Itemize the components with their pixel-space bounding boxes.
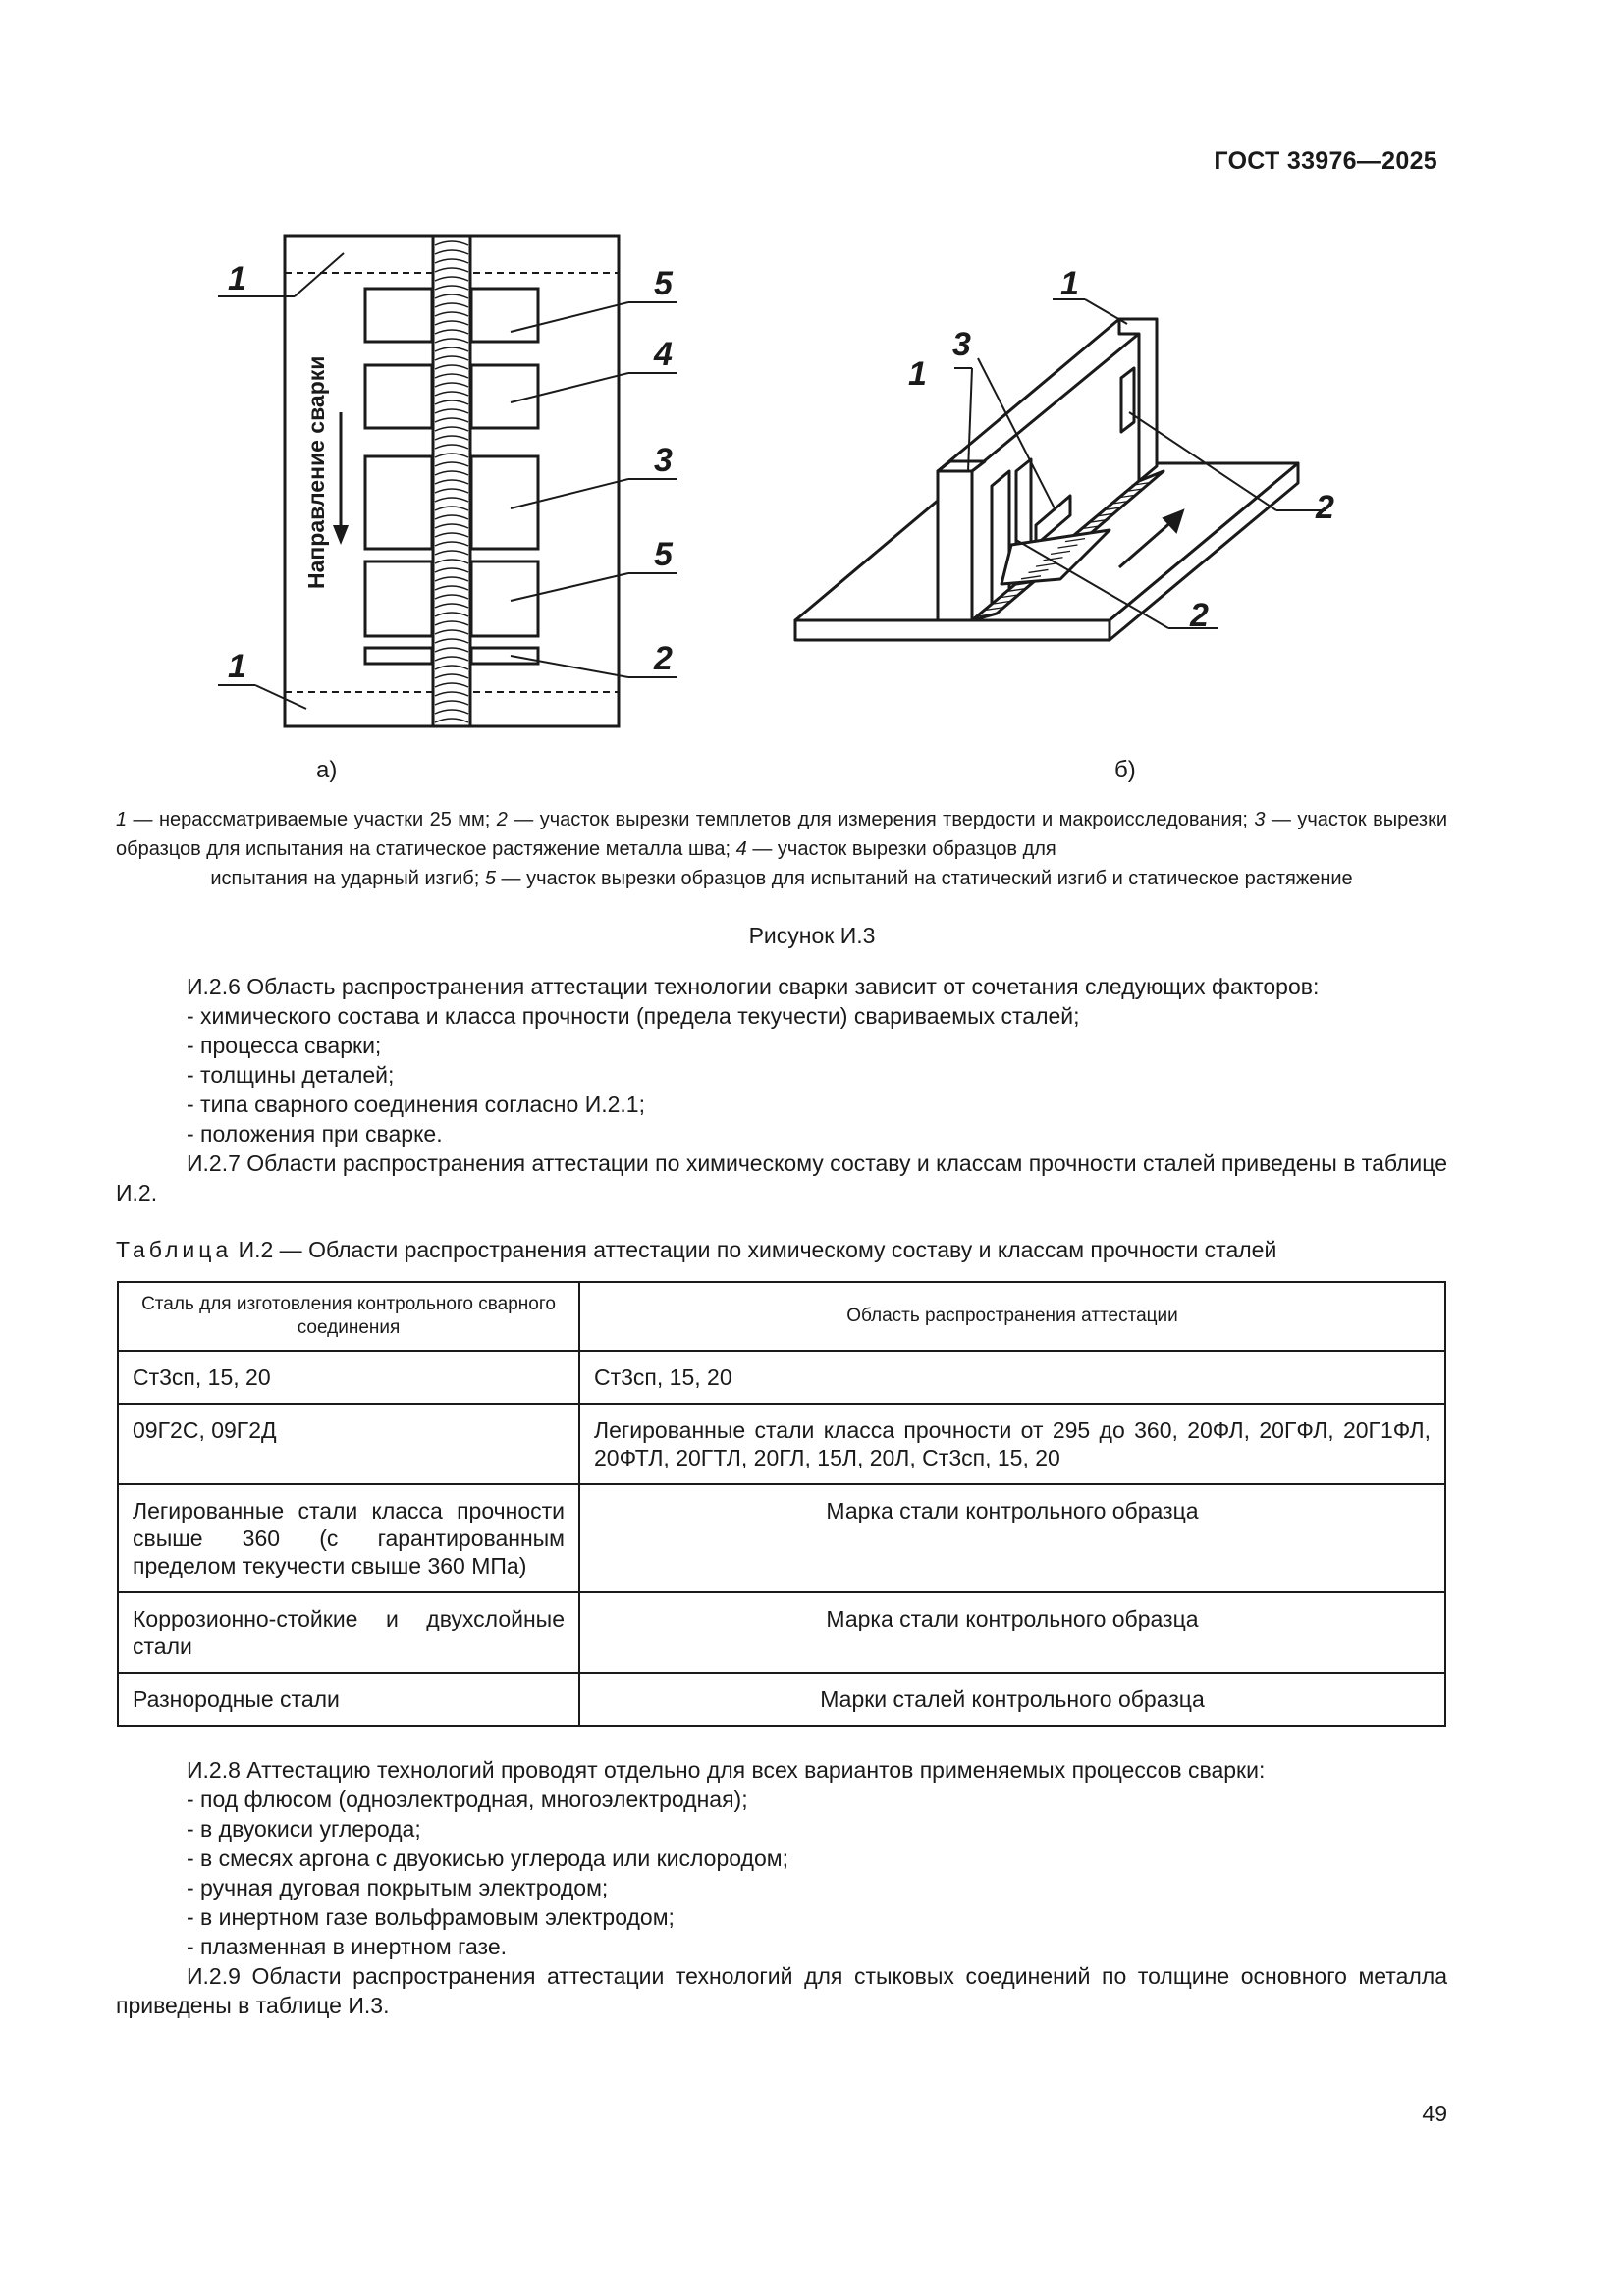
base-plate-front: [795, 620, 1110, 640]
callout-a-4: 4: [654, 336, 673, 373]
specimen-zone-4-left: [365, 365, 432, 428]
specimen-zone-4-right: [471, 365, 538, 428]
list-item: - толщины деталей;: [187, 1062, 395, 1088]
sublabel-a: а): [316, 757, 338, 783]
table-row: [118, 1484, 1445, 1592]
callout-b-2-right: 2: [1316, 489, 1334, 526]
callout-a-1-top: 1: [228, 260, 246, 297]
table-title: Таблица И.2 — Области распространения аттестации по химическому составу и классам прочности сталей: [116, 1237, 1277, 1262]
paragraph-i26: [116, 972, 1447, 1207]
table-cell: Ст3сп, 15, 20: [579, 1351, 1445, 1404]
callout-a-1-bottom: 1: [228, 648, 246, 685]
specimen-zone-5b-right: [471, 561, 538, 636]
list-item: - химического состава и класса прочности (предела текучести) свариваемых сталей;: [187, 1003, 1080, 1029]
list-item: - процесса сварки;: [187, 1033, 382, 1058]
document-code: ГОСТ 33976—2025: [1214, 147, 1437, 175]
callout-a-5-top: 5: [654, 265, 673, 302]
table-header-cell: Сталь для изготовления контрольного сварного соединения: [118, 1282, 579, 1351]
table-cell: Марки сталей контрольного образца: [579, 1673, 1445, 1726]
specimen-zone-3-right: [471, 456, 538, 549]
table-header-row: [118, 1282, 1445, 1351]
paragraph-i28: [116, 1755, 1447, 2020]
figure-legend: 1 — нерассматриваемые участки 25 мм; 2 — участок вырезки темплетов для измерения твердости и макроисследования; 3 — участок вырезки образцов для испытания на статическое растяжение металла шва; 4 — участок вырезки образцов для испытания на ударный изгиб; 5 — участок вырезки образцов для испытаний на статический изгиб и статическое растяжение: [116, 809, 1447, 889]
table-row: [118, 1351, 1445, 1404]
table-cell: 09Г2С, 09Г2Д: [118, 1404, 579, 1484]
list-item: - в инертном газе вольфрамовым электродом;: [187, 1904, 675, 1930]
paragraph-i26-intro: И.2.6 Область распространения аттестации технологии сварки зависит от сочетания следующих факторов:: [187, 974, 1320, 999]
list-item: - ручная дуговая покрытым электродом;: [187, 1875, 609, 1900]
table-cell: Легированные стали класса прочности от 295 до 360, 20ФЛ, 20ГФЛ, 20Г1ФЛ, 20ФТЛ, 20ГТЛ, 20ГЛ, 15Л, 20Л, Ст3сп, 15, 20: [579, 1404, 1445, 1484]
callout-b-2-bottom: 2: [1190, 597, 1209, 634]
figure-i3: [0, 0, 1624, 805]
list-item: - типа сварного соединения согласно И.2.1;: [187, 1092, 645, 1117]
specimen-zone-2-left: [365, 648, 432, 664]
page-number: 49: [1422, 2101, 1447, 2126]
table-cell: Легированные стали класса прочности свыше 360 (с гарантированным пределом текучести свыше 360 МПа): [118, 1484, 579, 1592]
specimen-zone-5-left: [365, 289, 432, 342]
callout-a-2: 2: [654, 640, 673, 677]
figure-a: [218, 236, 677, 726]
table-i2: [117, 1281, 1446, 1727]
callout-a-3: 3: [654, 442, 673, 479]
table-cell: Коррозионно-стойкие и двухслойные стали: [118, 1592, 579, 1673]
table-cell: Марка стали контрольного образца: [579, 1484, 1445, 1592]
weld-seam: [433, 236, 470, 726]
list-item: - под флюсом (одноэлектродная, многоэлектродная);: [187, 1787, 748, 1812]
table-header-cell: Область распространения аттестации: [579, 1282, 1445, 1351]
callout-b-1-left: 1: [908, 355, 927, 393]
list-item: - в смесях аргона с двуокисью углерода или кислородом;: [187, 1845, 788, 1871]
list-item: - положения при сварке.: [187, 1121, 443, 1147]
end-block-front: [938, 471, 972, 620]
table-cell: Марка стали контрольного образца: [579, 1592, 1445, 1673]
callout-b-3: 3: [952, 326, 971, 363]
table-cell: Разнородные стали: [118, 1673, 579, 1726]
specimen-zone-3-left: [365, 456, 432, 549]
table-cell: Ст3сп, 15, 20: [118, 1351, 579, 1404]
figure-b: [795, 319, 1298, 640]
callout-a-5-bottom: 5: [654, 536, 673, 573]
direction-label: Направление сварки: [303, 355, 329, 589]
figure-caption: Рисунок И.3: [748, 923, 876, 948]
paragraph-i28-intro: И.2.8 Аттестацию технологий проводят отдельно для всех вариантов применяемых процессов сварки:: [187, 1757, 1266, 1783]
table-row: [118, 1592, 1445, 1673]
specimen-zone-2-right: [471, 648, 538, 664]
list-item: - плазменная в инертном газе.: [187, 1934, 507, 1959]
paragraph-i29: И.2.9 Области распространения аттестации технологий для стыковых соединений по толщине основного металла приведены в таблице И.3.: [116, 1963, 1447, 2018]
sublabel-b: б): [1114, 757, 1136, 783]
list-item: - в двуокиси углерода;: [187, 1816, 421, 1842]
table-row: [118, 1673, 1445, 1726]
table-row: [118, 1404, 1445, 1484]
specimen-zone-5b-left: [365, 561, 432, 636]
specimen-zone-5-right: [471, 289, 538, 342]
callout-b-1-top: 1: [1060, 265, 1079, 302]
paragraph-i27: И.2.7 Области распространения аттестации по химическому составу и классам прочности сталей приведены в таблице И.2.: [116, 1150, 1447, 1205]
